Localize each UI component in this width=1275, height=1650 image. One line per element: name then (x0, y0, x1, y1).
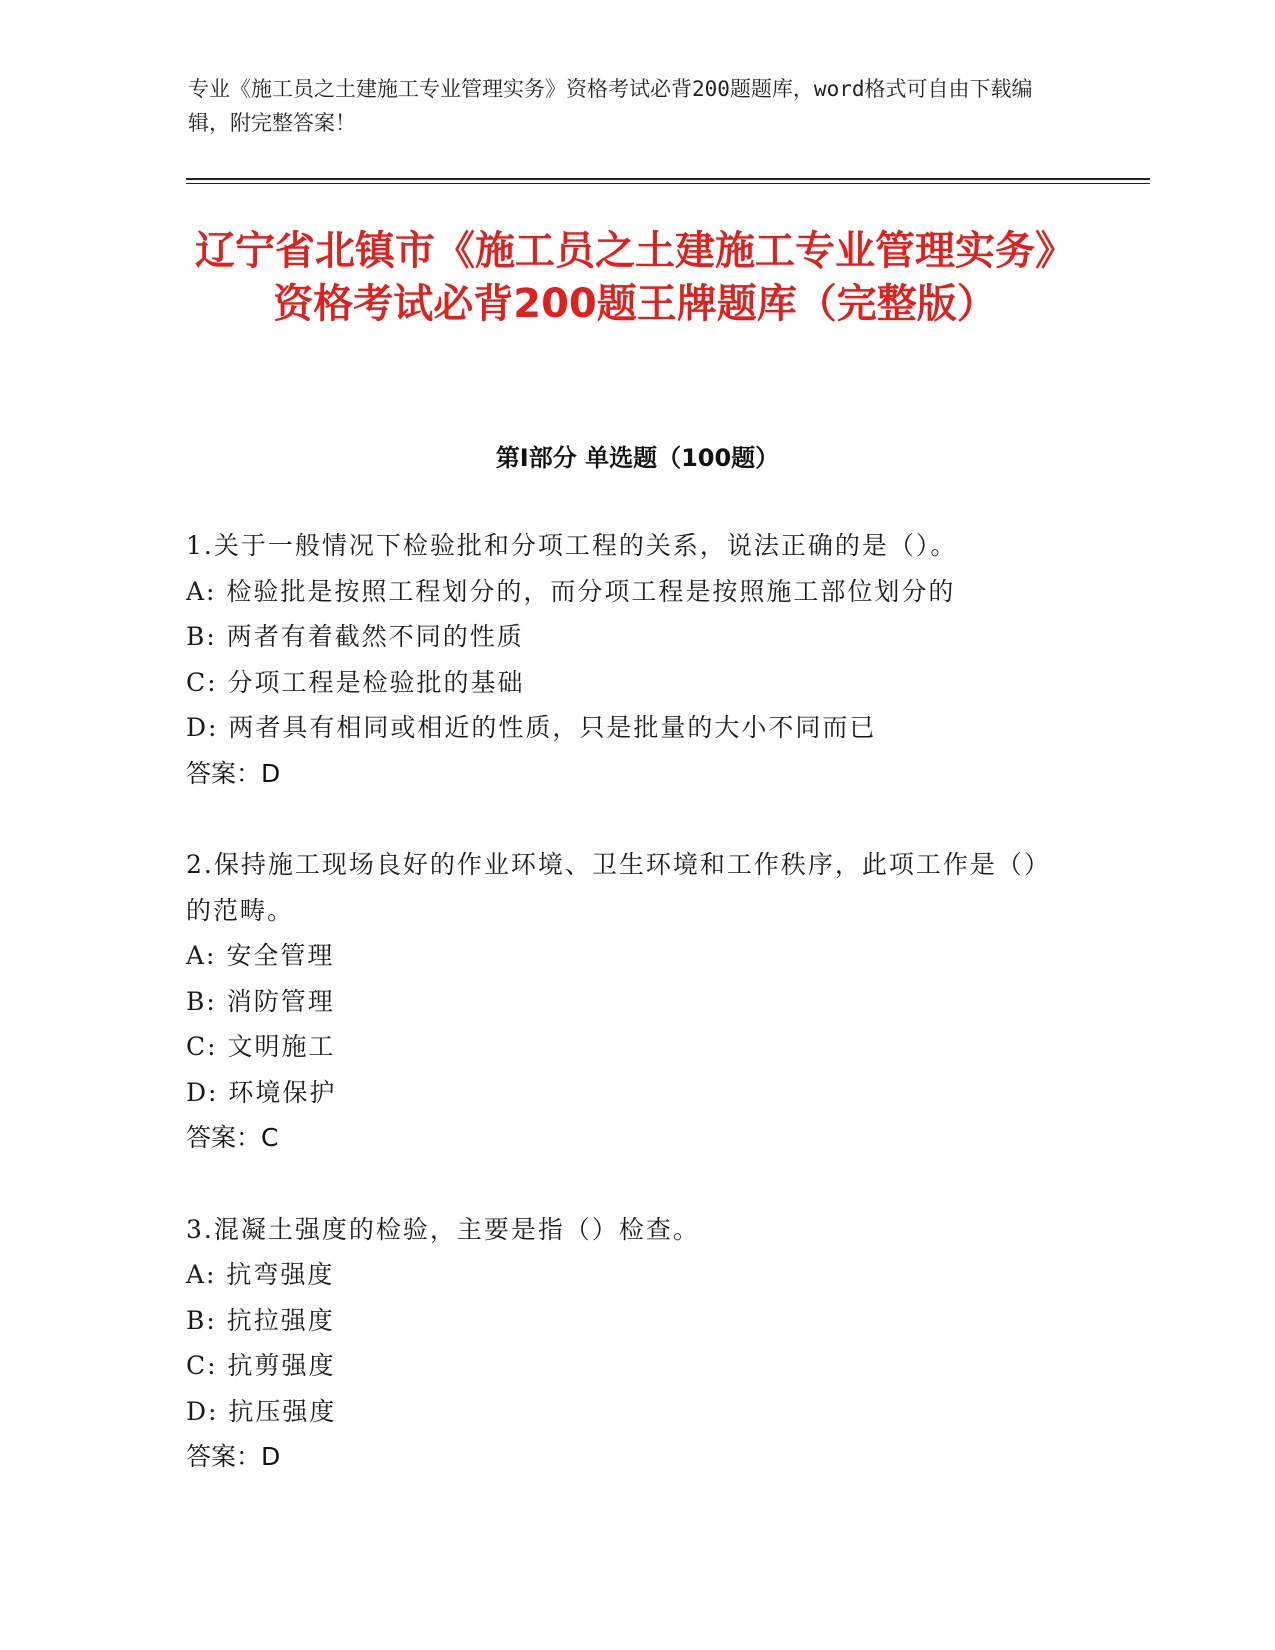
header-rule-thick (186, 178, 1150, 180)
option-a: A: 安全管理 (186, 941, 335, 970)
header-rule-thin (186, 183, 1150, 184)
option-b: B: 两者有着截然不同的性质 (186, 622, 524, 651)
option-d: D: 两者具有相同或相近的性质，只是批量的大小不同而已 (186, 713, 877, 742)
answer: 答案：C (186, 1123, 279, 1152)
option-a: A: 抗弯强度 (186, 1260, 335, 1289)
answer: 答案：D (186, 1442, 281, 1471)
question-2 (186, 842, 1066, 1161)
option-c: C: 文明施工 (186, 1032, 336, 1061)
question-stem: 2.保持施工现场良好的作业环境、卫生环境和工作秩序，此项工作是（）的范畴。 (186, 850, 1051, 925)
option-a: A: 检验批是按照工程划分的，而分项工程是按照施工部位划分的 (186, 576, 956, 606)
answer: 答案：D (186, 758, 281, 788)
question-3 (186, 1207, 1066, 1480)
option-b: B: 消防管理 (186, 986, 335, 1016)
question-stem: 1.关于一般情况下检验批和分项工程的关系，说法正确的是（）。 (186, 531, 958, 560)
section-heading: 第I部分 单选题（100题） (495, 444, 780, 472)
option-c: C: 抗剪强度 (186, 1351, 336, 1380)
question-stem: 3.混凝土强度的检验，主要是指（）检查。 (186, 1214, 700, 1244)
option-d: D: 环境保护 (186, 1077, 337, 1107)
question-list (186, 523, 1066, 1526)
option-d: D: 抗压强度 (186, 1396, 337, 1426)
option-c: C: 分项工程是检验批的基础 (186, 667, 525, 697)
option-b: B: 抗拉强度 (186, 1305, 335, 1335)
question-1 (186, 523, 1066, 796)
document-title: 辽宁省北镇市《施工员之土建施工专业管理实务》资格考试必背200题王牌题库（完整版） (195, 228, 1075, 327)
header-note: 专业《施工员之土建施工专业管理实务》资格考试必背200题题库，word格式可自由下载编辑，附完整答案！ (188, 77, 1033, 135)
